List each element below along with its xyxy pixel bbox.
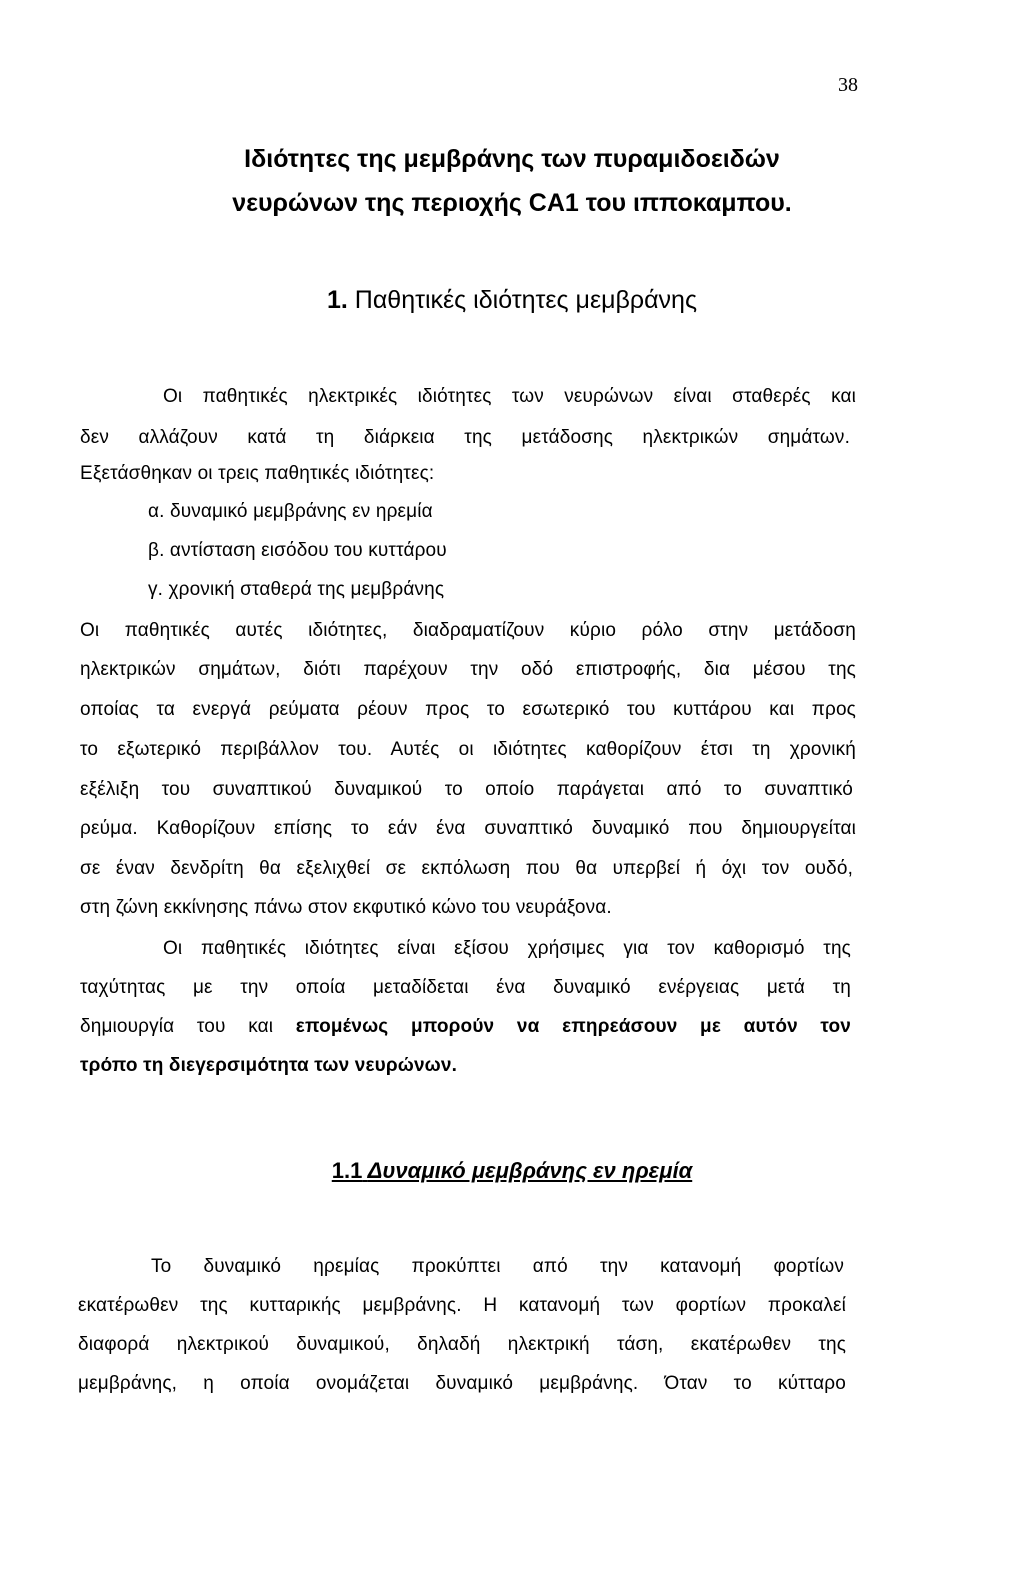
list-item-a: α. δυναμικό μεμβράνης εν ηρεμία <box>148 501 433 522</box>
paragraph-text: δημιουργία του και <box>80 1016 296 1037</box>
paragraph-line: μεμβράνης, η οποία ονομάζεται δυναμικό μεμβράνης. Όταν το κύτταρο <box>78 1373 846 1394</box>
paragraph-line: δεν αλλάζουν κατά τη διάρκεια της μετάδοσης ηλεκτρικών σημάτων. <box>80 427 850 448</box>
section-number: 1. <box>326 286 348 314</box>
subsection-heading-1-1 <box>0 1158 1024 1184</box>
paragraph-line: Το δυναμικό ηρεμίας προκύπτει από την κατανομή φορτίων <box>151 1256 844 1277</box>
section-heading-1 <box>0 286 1024 315</box>
section-title: Παθητικές ιδιότητες μεμβράνης <box>354 286 698 314</box>
paragraph-line: Οι παθητικές ιδιότητες είναι εξίσου χρήσιμες για τον καθορισμό της <box>163 938 851 959</box>
paragraph-line: ταχύτητας με την οποία μεταδίδεται ένα δυναμικό ενέργειας μετά τη <box>80 977 851 998</box>
list-item-b: β. αντίσταση εισόδου του κυττάρου <box>148 540 447 561</box>
paragraph-line: διαφορά ηλεκτρικού δυναμικού, δηλαδή ηλεκτρική τάση, εκατέρωθεν της <box>78 1334 846 1355</box>
paragraph-line: ρεύμα. Καθορίζουν επίσης το εάν ένα συναπτικό δυναμικό που δημιουργείται <box>80 818 856 839</box>
paragraph-line: σε έναν δενδρίτη θα εξελιχθεί σε εκπόλωση που θα υπερβεί ή όχι τον ουδό, <box>80 858 853 879</box>
emphasized-text: τρόπο τη διεγερσιμότητα των νευρώνων. <box>80 1055 458 1076</box>
list-item-c: γ. χρονική σταθερά της μεμβράνης <box>148 579 445 600</box>
paragraph-line: ηλεκτρικών σημάτων, διότι παρέχουν την οδό επιστροφής, δια μέσου της <box>80 659 856 680</box>
subsection-title: Δυναμικό μεμβράνης εν ηρεμία <box>367 1158 693 1183</box>
paragraph-line <box>80 1016 851 1038</box>
document-title-line-1: Ιδιότητες της μεμβράνης των πυραμιδοειδών <box>244 145 780 173</box>
paragraph-line: εκατέρωθεν της κυτταρικής μεμβράνης. Η κατανομή των φορτίων προκαλεί <box>78 1295 846 1316</box>
paragraph-line: το εξωτερικό περιβάλλον του. Αυτές οι ιδιότητες καθορίζουν έτσι τη χρονική <box>80 739 856 760</box>
paragraph-line: Εξετάσθηκαν οι τρεις παθητικές ιδιότητες: <box>80 463 435 484</box>
paragraph-line: εξέλιξη του συναπτικού δυναμικού το οποίο παράγεται από το συναπτικό <box>80 779 853 800</box>
paragraph-line: στη ζώνη εκκίνησης πάνω στον εκφυτικό κώνο του νευράξονα. <box>80 897 612 918</box>
page-number: 38 <box>838 74 858 96</box>
subsection-number: 1.1 <box>331 1158 363 1183</box>
paragraph-line: Οι παθητικές αυτές ιδιότητες, διαδραματίζουν κύριο ρόλο στην μετάδοση <box>80 620 856 641</box>
document-title-line-2: νευρώνων της περιοχής CA1 του ιπποκαμπου. <box>232 189 792 217</box>
paragraph-line: Οι παθητικές ηλεκτρικές ιδιότητες των νευρώνων είναι σταθερές και <box>163 386 856 407</box>
emphasized-text: επομένως μπορούν να επηρεάσουν με αυτόν τον <box>295 1016 851 1037</box>
paragraph-line: οποίας τα ενεργά ρεύματα ρέουν προς το εσωτερικό του κυττάρου και προς <box>80 699 856 720</box>
